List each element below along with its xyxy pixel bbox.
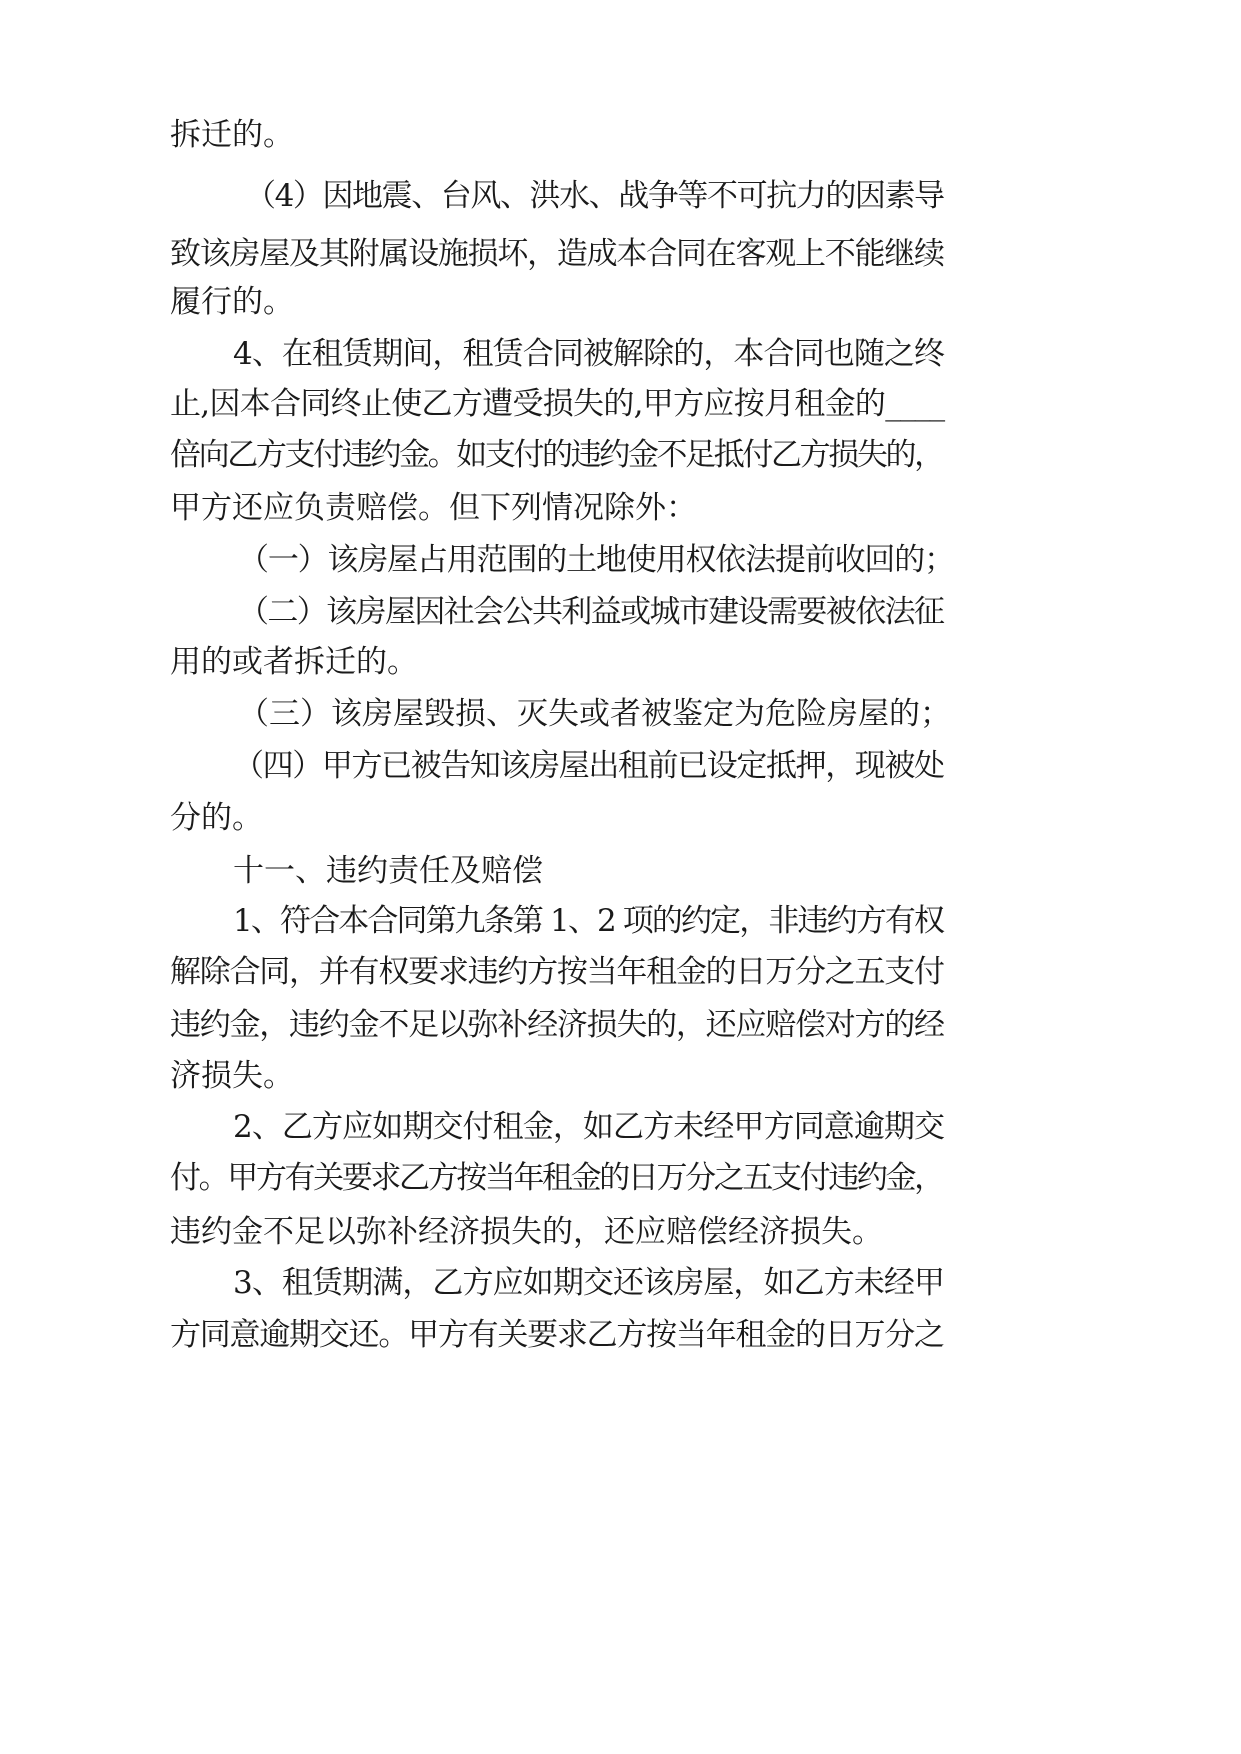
- document-line-text: 解除合同，并有权要求违约方按当年租金的日万分之五支付: [170, 954, 944, 990]
- document-line: [0, 380, 1241, 428]
- document-line: [0, 1001, 1241, 1049]
- document-line: [0, 948, 1241, 996]
- document-line-text: 4、在租赁期间，租赁合同被解除的，本合同也随之终: [233, 336, 945, 372]
- document-line: [0, 431, 1241, 479]
- document-line-text: （一）该房屋占用范围的土地使用权依法提前收回的；: [238, 542, 954, 578]
- document-line-text: 倍向乙方支付违约金。如支付的违约金不足抵付乙方损失的，: [170, 437, 943, 473]
- document-line-text: 3、租赁期满，乙方应如期交还该房屋，如乙方未经甲: [233, 1265, 945, 1301]
- document-line-text: （二）该房屋因社会公共利益或城市建设需要被依法征: [238, 594, 944, 630]
- document-line: [0, 1311, 1241, 1359]
- document-line-text: 履行的。: [170, 284, 294, 320]
- document-line: [0, 484, 1241, 532]
- document-line-text: 违约金不足以弥补经济损失的，还应赔偿经济损失。: [170, 1214, 883, 1250]
- document-line-text: 十一、违约责任及赔偿: [233, 853, 543, 889]
- document-line-text: 1、符合本合同第九条第 1、2 项的约定，非违约方有权: [233, 903, 944, 939]
- document-line: [0, 111, 1241, 159]
- document-line-text: 用的或者拆迁的。: [170, 644, 418, 680]
- document-line-text: 止,因本合同终止使乙方遭受损失的,甲方应按月租金的____: [170, 386, 945, 422]
- document-line-text: 拆迁的。: [170, 117, 294, 153]
- document-line: [0, 638, 1241, 686]
- document-line: [0, 1208, 1241, 1256]
- document-line-text: （三）该房屋毁损、灭失或者被鉴定为危险房屋的；: [238, 696, 951, 732]
- document-line-text: 2、乙方应如期交付租金，如乙方未经甲方同意逾期交: [233, 1109, 945, 1145]
- document-line: [0, 1259, 1241, 1307]
- document-line: [0, 794, 1241, 842]
- document-line: [0, 172, 1241, 220]
- document-line: [0, 536, 1241, 584]
- document-line-text: 济损失。: [170, 1058, 294, 1094]
- document-line-text: 方同意逾期交还。甲方有关要求乙方按当年租金的日万分之: [170, 1317, 944, 1353]
- document-line-text: 甲方还应负责赔偿。但下列情况除外：: [170, 490, 697, 526]
- document-line: [0, 742, 1241, 790]
- document-line-text: （4）因地震、台风、洪水、战争等不可抗力的因素导: [245, 178, 944, 214]
- document-line: [0, 1154, 1241, 1202]
- document-line: [0, 330, 1241, 378]
- document-line-text: （四）甲方已被告知该房屋出租前已设定抵押，现被处: [233, 748, 944, 784]
- document-line: [0, 230, 1241, 278]
- document-line: [0, 690, 1241, 738]
- document-line: [0, 847, 1241, 895]
- document-line-text: 付。甲方有关要求乙方按当年租金的日万分之五支付违约金，: [170, 1160, 943, 1196]
- document-line-text: 分的。: [170, 800, 263, 836]
- document-line-text: 违约金，违约金不足以弥补经济损失的，还应赔偿对方的经: [170, 1007, 944, 1043]
- document-line-text: 致该房屋及其附属设施损坏，造成本合同在客观上不能继续: [170, 236, 944, 272]
- document-line: [0, 278, 1241, 326]
- document-line: [0, 897, 1241, 945]
- document-line: [0, 588, 1241, 636]
- document-line: [0, 1052, 1241, 1100]
- document-line: [0, 1103, 1241, 1151]
